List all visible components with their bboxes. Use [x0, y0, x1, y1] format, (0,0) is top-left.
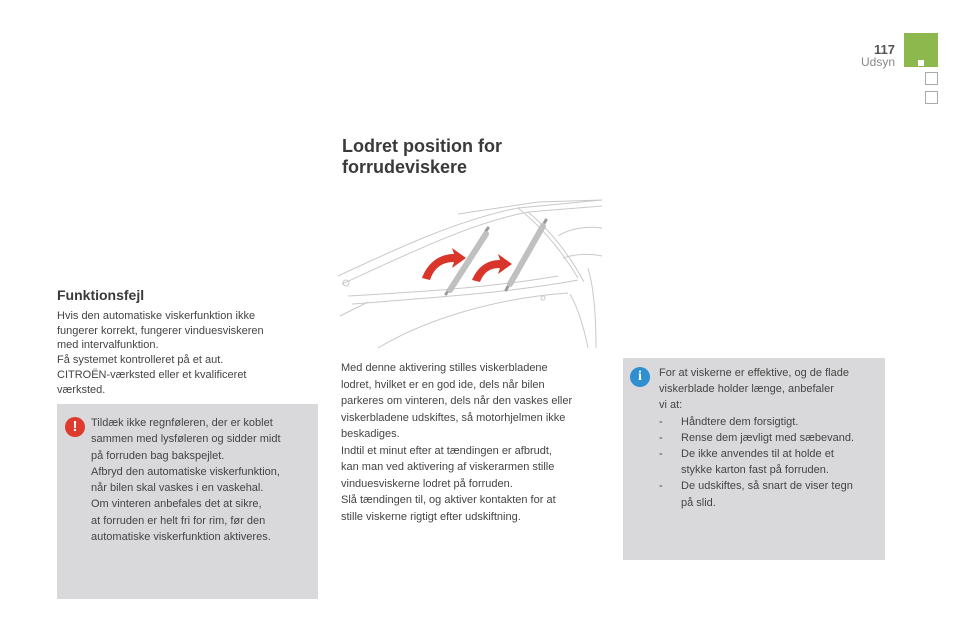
text-line: sammen med lysføleren og sidder midt	[91, 433, 281, 446]
fault-paragraph	[57, 309, 307, 397]
chapter-tab-empty	[925, 72, 938, 85]
text-line: Få systemet kontrolleret på et aut.	[57, 354, 224, 367]
page-title: Lodret position for forrudeviskere	[342, 136, 502, 177]
text-line: De ikke anvendes til at holde et	[681, 448, 834, 461]
text-line: lodret, hvilket er en god ide, dels når bilen	[341, 378, 545, 391]
text-line: stykke karton fast på forruden.	[681, 464, 829, 477]
list-dash: -	[659, 480, 663, 493]
text-line: kan man ved aktivering af viskerarmen stille	[341, 461, 555, 473]
list-item	[659, 446, 879, 478]
section-title: Udsyn	[860, 55, 895, 69]
text-line: når bilen skal vaskes i en vaskehal.	[91, 482, 264, 495]
windshield-wiper-illustration	[338, 198, 602, 353]
fault-heading: Funktionsfejl	[57, 287, 145, 303]
list-dash: -	[659, 448, 663, 461]
text-line: parkeres om vinteren, dels når den vaskes eller	[341, 395, 573, 407]
warning-text	[91, 415, 311, 545]
text-line: Slå tændingen til, og aktiver kontakten for at	[341, 494, 556, 506]
list-item	[659, 478, 879, 510]
text-line: beskadiges.	[341, 428, 400, 440]
text-line: viskerblade holder længe, anbefaler	[659, 383, 834, 396]
text-line: CITROËN-værksted eller et kvalificeret	[57, 368, 247, 381]
text-line: Hvis den automatiske viskerfunktion ikke	[57, 310, 256, 322]
text-line: fungerer korrekt, fungerer vinduesviskeren	[57, 324, 264, 337]
list-item	[659, 430, 879, 446]
info-box	[623, 358, 885, 560]
chapter-tab-empty	[925, 91, 938, 104]
text-line: med intervalfunktion.	[57, 339, 159, 352]
text-line: at forruden er helt fri for rim, før den	[91, 514, 266, 527]
list-item	[659, 414, 879, 430]
text-line: Med denne aktivering stilles viskerbladene	[341, 362, 548, 374]
recommendation-list	[659, 414, 879, 511]
text-line: De udskiftes, så snart de viser tegn	[681, 480, 853, 493]
tab-marker-icon	[918, 60, 924, 66]
main-paragraph	[341, 360, 603, 525]
info-icon: i	[630, 367, 650, 387]
text-line: stille viskerne rigtigt efter udskiftning.	[341, 510, 521, 523]
text-line: værksted.	[57, 383, 106, 396]
exclamation-icon: !	[65, 417, 85, 437]
text-line: på forruden bag bakspejlet.	[91, 449, 225, 462]
text-line: på slid.	[681, 496, 716, 509]
info-text	[659, 365, 879, 511]
text-line: Tildæk ikke regnføleren, der er koblet	[91, 417, 273, 429]
chapter-tab	[904, 33, 938, 67]
page-number: 117	[874, 42, 895, 57]
text-line: vi at:	[659, 399, 683, 412]
text-line: Rense dem jævligt med sæbevand.	[681, 431, 855, 444]
text-line: For at viskerne er effektive, og de flade	[659, 367, 849, 379]
text-line: vinduesviskerne lodret på forruden.	[341, 477, 513, 490]
text-line: Om vinteren anbefales det at sikre,	[91, 498, 262, 511]
list-dash: -	[659, 431, 663, 444]
list-dash: -	[659, 415, 663, 428]
warning-box	[57, 404, 318, 599]
text-line: Afbryd den automatiske viskerfunktion,	[91, 465, 280, 478]
text-line: Indtil et minut efter at tændingen er afbrudt,	[341, 444, 552, 457]
text-line: automatiske viskerfunktion aktiveres.	[91, 531, 271, 544]
text-line: viskerbladene udskiftes, så motorhjelmen ikke	[341, 411, 566, 424]
text-line: Håndtere dem forsigtigt.	[681, 415, 799, 428]
